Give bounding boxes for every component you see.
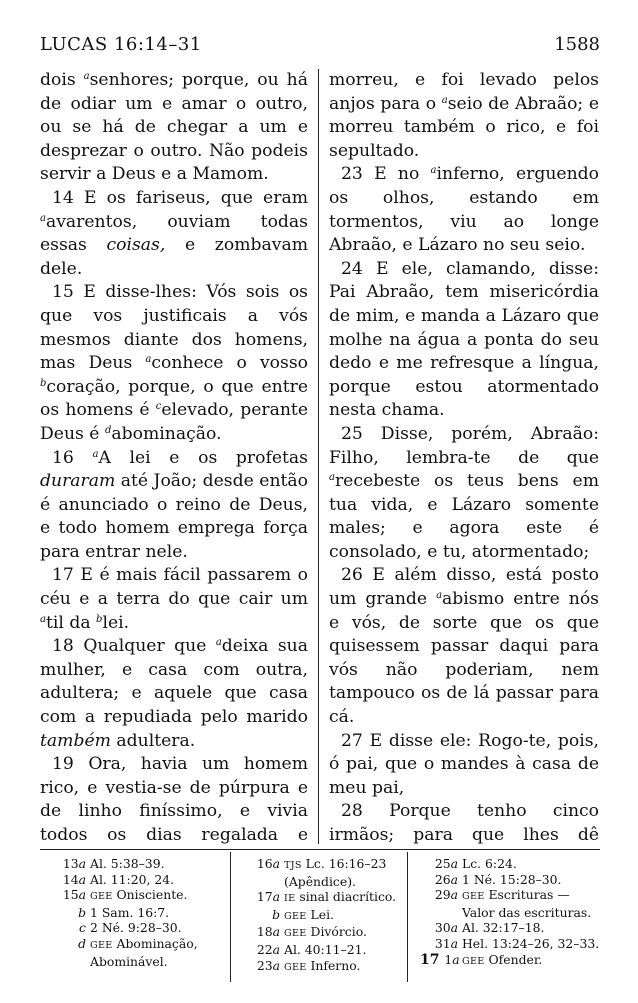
column-divider xyxy=(318,69,319,844)
footnote-text: GEE Inferno. xyxy=(284,957,361,973)
footnote-entry xyxy=(48,936,218,954)
footnote-key: 26a xyxy=(434,871,458,887)
footnote-letter: a xyxy=(272,856,280,871)
footnote-letter: a xyxy=(450,871,458,887)
footnote-marker[interactable]: a xyxy=(145,354,152,366)
verse-paragraph: morreu, e foi levado pelos anjos para o $^a$seio de Abraão; e morreu também o rico, e foi sepultado. xyxy=(329,70,599,161)
footnote-text: Al. 11:20, 24. xyxy=(90,871,175,887)
footnote-entry xyxy=(48,887,218,905)
footnote-key: 31a xyxy=(434,935,458,951)
guide-abbreviation: TJS xyxy=(284,860,302,871)
footnote-marker[interactable]: a xyxy=(215,637,222,649)
footnote-letter: a xyxy=(272,924,280,940)
footnote-entry xyxy=(48,856,218,872)
footnote-text: 2 Né. 9:28–30. xyxy=(90,920,182,936)
footnote-letter: a xyxy=(450,935,458,951)
guide-abbreviation: IE xyxy=(284,893,296,905)
footnote-column-2 xyxy=(242,856,402,975)
verse-paragraph: 17 E é mais fácil passarem o céu e a terra do que cair um $^a$til da $^b$lei. xyxy=(40,565,308,633)
footnote-column-divider xyxy=(230,852,231,982)
footnote-letter: d xyxy=(78,935,86,951)
footnote-text: GEE Ofender. xyxy=(462,951,543,967)
footnote-text: Hel. 13:24–26, 32–33. xyxy=(462,935,600,951)
footnote-text: GEE Escrituras — xyxy=(462,887,570,903)
italic-word: duraram xyxy=(40,471,116,492)
verse-paragraph: 15 E disse-lhes: Vós sois os que vos justificais a vós mesmos diante dos homens, mas Deus $^a$conhece o vosso $^b$coração, porque, o que entre os homens é $^c$elevado, perante Deus é $^d$abominação. xyxy=(40,282,308,444)
footnote-entry xyxy=(420,872,605,888)
italic-word: coisas, xyxy=(106,235,166,256)
verse-paragraph: 18 Qualquer que $^a$deixa sua mulher, e casa com outra, adultera; e aquele que casa com a repudiada pelo marido também adultera. xyxy=(40,636,308,751)
footnote-letter: a xyxy=(78,887,86,903)
guide-abbreviation: GEE xyxy=(462,955,485,967)
footnote-key xyxy=(48,920,86,936)
footnote-marker[interactable]: c xyxy=(155,401,162,413)
footnote-column-divider xyxy=(407,852,408,982)
footnote-marker[interactable]: b xyxy=(96,613,103,625)
footnote-text: 1 Sam. 16:7. xyxy=(90,904,170,920)
footnote-entry xyxy=(242,907,402,925)
footnote-entry xyxy=(242,924,402,942)
footnote-letter: a xyxy=(450,920,458,936)
footnote-letter: b xyxy=(272,906,280,922)
italic-word: também xyxy=(40,730,111,751)
footnote-column-3 xyxy=(420,856,605,969)
footnote-letter: a xyxy=(272,889,280,905)
footnote-text: GEE Lei. xyxy=(284,906,334,922)
footnote-text: Al. 5:38–39. xyxy=(90,856,165,871)
footnote-text: Lc. 6:24. xyxy=(462,856,517,871)
footnote-marker[interactable]: a xyxy=(40,613,46,625)
footnote-key: 14a xyxy=(62,871,86,887)
right-text-column xyxy=(329,69,599,844)
footnote-letter: c xyxy=(79,920,86,936)
footnote-text: Al. 40:11–21. xyxy=(284,941,367,957)
footnote-text: Abominável. xyxy=(90,953,168,969)
chapter-number: 17 xyxy=(420,951,445,968)
footnote-entry xyxy=(48,920,218,936)
footnote-text: Valor das escrituras. xyxy=(462,904,592,920)
chapter-reference: LUCAS 16:14–31 xyxy=(40,34,202,55)
guide-abbreviation: GEE xyxy=(284,928,307,940)
footnote-key: 23a xyxy=(256,957,280,973)
footnote-letter: a xyxy=(452,951,460,967)
footnote-marker[interactable]: b xyxy=(40,377,47,389)
footnote-key: 25a xyxy=(434,856,458,871)
footnote-letter: a xyxy=(78,871,86,887)
footnote-text: GEE Onisciente. xyxy=(90,887,188,903)
footnote-entry xyxy=(420,887,605,905)
footnote-entry xyxy=(242,958,402,976)
footnote-entry xyxy=(48,905,218,921)
footnote-text: GEE Abominação, xyxy=(90,935,198,951)
verse-paragraph: 26 E além disso, está posto um grande $^a$abismo entre nós e vós, de sorte que os que quisessem passar daqui para vós não poderiam, nem tampouco os de lá passar para cá. xyxy=(329,565,599,728)
left-text-column xyxy=(40,69,308,844)
footnote-key: 30a xyxy=(434,920,458,936)
footnote-entry xyxy=(242,942,402,958)
page-number: 1588 xyxy=(554,34,600,55)
guide-abbreviation: GEE xyxy=(90,939,113,951)
footnote-marker[interactable]: a xyxy=(441,94,448,106)
footnote-key: 18a xyxy=(256,924,280,940)
footnote-marker[interactable]: a xyxy=(436,590,443,602)
footnote-text: GEE Divórcio. xyxy=(284,924,367,940)
footnote-key: 17 1a xyxy=(420,951,460,968)
guide-abbreviation: GEE xyxy=(284,961,307,973)
footnote-marker[interactable]: a xyxy=(83,71,90,82)
footnote-marker[interactable]: a xyxy=(40,212,46,224)
verse-paragraph: 19 Ora, havia um homem rico, e vestia-se de púrpura e de linho finíssimo, e vivia todos os dias regalada e xyxy=(40,754,308,844)
footnote-entry xyxy=(420,920,605,936)
verse-paragraph: 25 Disse, porém, Abraão: Filho, lembra-te de que $^a$recebeste os teus bens em tua vida, e Lázaro somente males; e agora este é consolado, e tu, atormentado; xyxy=(329,423,599,562)
footnote-text: IE sinal diacrítico. xyxy=(284,889,397,905)
guide-abbreviation: GEE xyxy=(90,891,113,903)
footnote-key: 29a xyxy=(434,887,458,903)
footnote-text: 1 Né. 15:28–30. xyxy=(462,871,562,887)
page-header xyxy=(40,34,600,60)
footnote-key xyxy=(48,936,86,952)
footnote-entry xyxy=(420,856,605,872)
footnote-marker[interactable]: d xyxy=(104,424,112,436)
footnote-letter: a xyxy=(78,856,86,871)
footnote-entry xyxy=(242,856,402,874)
verse-paragraph: 28 Porque tenho cinco irmãos; para que lhes dê xyxy=(329,801,599,844)
footnote-entry xyxy=(420,936,605,952)
footnote-column-1 xyxy=(48,856,218,969)
footnote-letter: a xyxy=(450,856,458,871)
footnote-letter: a xyxy=(272,941,280,957)
guide-abbreviation: GEE xyxy=(462,891,485,903)
verse-paragraph: 24 E ele, clamando, disse: Pai Abraão, tem misericórdia de mim, e manda a Lázaro que molhe na água a ponta do seu dedo e me refresque a língua, porque estou atormentado nesta chama. xyxy=(329,258,599,421)
footnote-letter: b xyxy=(78,904,86,920)
guide-abbreviation: GEE xyxy=(284,910,307,922)
footnote-text: TJS Lc. 16:16–23 xyxy=(284,856,387,871)
footnote-entry xyxy=(242,889,402,907)
footnote-marker[interactable]: a xyxy=(92,448,99,460)
footnote-key: 13a xyxy=(62,856,86,871)
footnote-text: Al. 32:17–18. xyxy=(462,920,545,936)
footnote-marker[interactable]: a xyxy=(430,165,437,177)
verse-paragraph: dois $^a$senhores; porque, ou há de odiar um e amar o outro, ou se há de chegar a um e desprezar o outro. Não podeis servir a Deus e a Mamom. xyxy=(40,70,308,185)
footnote-key xyxy=(48,905,86,921)
footnote-text: (Apêndice). xyxy=(284,873,356,889)
footnote-letter: a xyxy=(272,957,280,973)
verse-paragraph: 14 E os fariseus, que eram $^a$avarentos, ouviam todas essas coisas, e zombavam dele. xyxy=(40,187,308,279)
footnote-divider xyxy=(40,849,600,850)
footnote-entry xyxy=(48,872,218,888)
footnote-entry xyxy=(242,874,402,890)
verse-paragraph: 27 E disse ele: Rogo-te, pois, ó pai, que o mandes à casa de meu pai, xyxy=(329,730,599,798)
footnote-entry xyxy=(420,905,605,921)
footnote-entry xyxy=(420,952,605,970)
footnote-marker[interactable]: a xyxy=(329,472,335,484)
footnote-key: 17a xyxy=(256,889,280,905)
footnote-key xyxy=(242,907,280,923)
verse-paragraph: 23 E no $^a$inferno, erguendo os olhos, estando em tormentos, viu ao longe Abraão, e Lázaro no seu seio. xyxy=(329,164,599,256)
footnote-letter: a xyxy=(450,887,458,903)
verse-paragraph: 16 $^a$A lei e os profetas duraram até João; desde então é anunciado o reino de Deus, e todo homem emprega força para entrar nele. xyxy=(40,447,308,562)
footnote-key: 22a xyxy=(256,941,280,957)
footnote-key: 16a xyxy=(256,856,280,871)
footnote-entry xyxy=(48,954,218,970)
footnote-key: 15a xyxy=(62,887,86,903)
